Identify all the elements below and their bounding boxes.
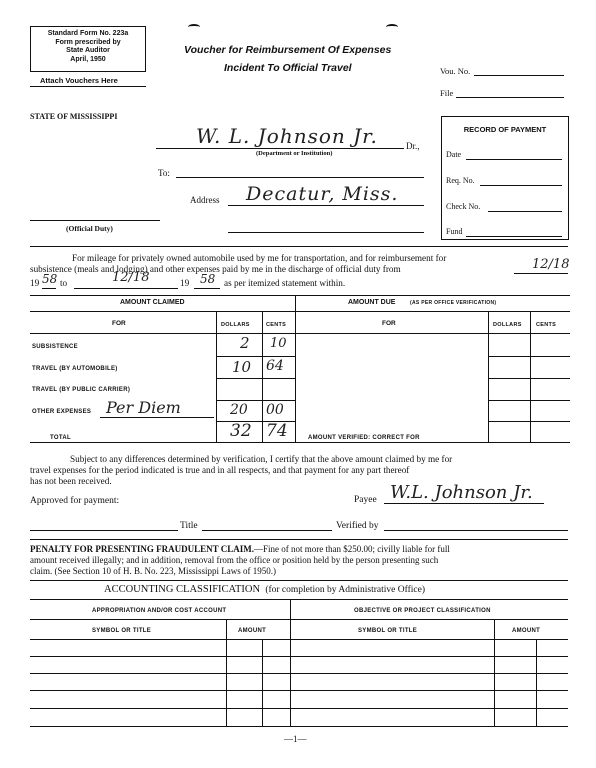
req-no-label: Req. No. [446, 176, 475, 185]
claimed-col-for: FOR [112, 320, 126, 327]
payee-signature: W.L. Johnson Jr. [390, 482, 533, 503]
standard-form-box [30, 26, 146, 72]
vou-no-field[interactable] [474, 75, 564, 76]
check-no-label: Check No. [446, 202, 481, 211]
right-col-amount: AMOUNT [512, 628, 541, 634]
row-label-other-expenses: OTHER EXPENSES [32, 409, 92, 415]
year-prefix-1: 19 [30, 278, 40, 288]
department-label: (Department or Institution) [256, 150, 333, 157]
statement-suffix: as per itemized statement within. [224, 278, 346, 288]
due-col-for: FOR [382, 320, 396, 327]
accounting-row-1[interactable] [30, 656, 568, 657]
standard-form-line4: April, 1950 [70, 55, 106, 63]
vou-no-label: Vou. No. [440, 66, 471, 76]
amount-due-note: (AS PER OFFICE VERIFICATION) [410, 300, 497, 306]
record-of-payment-box [441, 116, 569, 240]
penalty-heading: PENALTY FOR PRESENTING FRAUDULENT CLAIM. [30, 544, 254, 554]
penalty-line1: —Fine of not more than $250.00; civilly liable for full [253, 544, 450, 554]
right-col-symbol: SYMBOL OR TITLE [358, 628, 418, 634]
left-col-amount: AMOUNT [238, 628, 267, 634]
attach-vouchers-note: Attach Vouchers Here [40, 76, 118, 85]
row-label-travel-carrier: TRAVEL (BY PUBLIC CARRIER) [32, 387, 131, 393]
certification-line1: Subject to any differences determined by verification, I certify that the above amount claimed by me for [70, 454, 453, 464]
year-prefix-2: 19 [180, 278, 190, 288]
page-number: —1— [284, 734, 307, 744]
verified-by-field[interactable] [384, 530, 568, 531]
fund-field[interactable] [466, 236, 562, 237]
row-label-travel-auto: TRAVEL (BY AUTOMOBILE) [32, 366, 118, 372]
objective-heading: OBJECTIVE OR PROJECT CLASSIFICATION [354, 608, 491, 614]
payee-label: Payee [354, 495, 377, 505]
other-expenses-cents: 00 [266, 402, 284, 418]
certification-line2: travel expenses for the period indicated is true and in all respects, and that payment for any part thereof [30, 465, 410, 475]
date-label: Date [446, 150, 462, 159]
due-col-dollars: DOLLARS [493, 322, 522, 328]
form-title-line2: Incident To Official Travel [224, 62, 352, 74]
due-col-cents: CENTS [536, 322, 557, 328]
title-field[interactable] [202, 530, 332, 531]
to-label: To: [158, 168, 170, 178]
official-duty-label: (Official Duty) [66, 224, 113, 233]
year-2: 58 [200, 272, 216, 286]
form-title-line1: Voucher for Reimbursement Of Expenses [184, 44, 392, 56]
certification-line3: has not been received. [30, 476, 112, 486]
appropriation-heading: APPROPRIATION AND/OR COST ACCOUNT [92, 608, 227, 614]
subsistence-cents: 10 [270, 336, 287, 351]
travel-auto-cents: 64 [266, 358, 284, 374]
claimed-col-dollars: DOLLARS [221, 322, 250, 328]
official-duty-field[interactable] [228, 232, 424, 233]
statement-line1: For mileage for privately owned automobile used by me for transportation, and for reimbursement for [72, 253, 447, 263]
address-value: Decatur, Miss. [246, 183, 399, 205]
state-label: STATE OF MISSISSIPPI [30, 112, 118, 121]
travel-auto-dollars: 10 [232, 358, 252, 376]
from-date: 12/18 [532, 257, 570, 272]
total-cents: 74 [266, 421, 288, 441]
dr-label: Dr., [406, 141, 420, 151]
fund-label: Fund [446, 227, 463, 236]
approved-for-payment-label: Approved for payment: [30, 496, 120, 506]
subsistence-dollars: 2 [240, 334, 250, 352]
punch-mark-left [188, 24, 200, 30]
penalty-line3: claim. (See Section 10 of H. B. No. 223, Mississippi Laws of 1950.) [30, 566, 276, 576]
date-field[interactable] [466, 159, 562, 160]
accounting-row-4[interactable] [30, 708, 568, 709]
other-expenses-entry: Per Diem [106, 398, 181, 417]
to-date: 12/18 [112, 270, 150, 285]
penalty-notice [30, 544, 570, 577]
claimed-col-cents: CENTS [266, 322, 287, 328]
amount-due-heading: AMOUNT DUE [348, 299, 396, 306]
statement-line2: subsistence (meals and lodging) and other expenses paid by me in the discharge of official duty from [30, 264, 401, 274]
row-label-total: TOTAL [50, 435, 71, 441]
left-col-symbol: SYMBOL OR TITLE [92, 628, 152, 634]
check-no-field[interactable] [488, 211, 562, 212]
file-label: File [440, 88, 454, 98]
address-label: Address [190, 195, 220, 205]
standard-form-line2: Form prescribed by [55, 38, 121, 46]
req-no-field[interactable] [480, 185, 562, 186]
mileage-statement [30, 253, 570, 275]
other-expenses-dollars: 20 [230, 402, 248, 418]
year-1: 58 [42, 272, 58, 286]
verified-by-label: Verified by [336, 521, 379, 531]
accounting-heading: ACCOUNTING CLASSIFICATION (for completion by Administrative Office) [104, 584, 426, 595]
claimant-signature: W. L. Johnson Jr. [196, 124, 378, 148]
record-of-payment-heading: RECORD OF PAYMENT [463, 125, 547, 134]
title-label: Title [180, 521, 198, 531]
standard-form-line3: State Auditor [66, 47, 110, 54]
accounting-row-2[interactable] [30, 673, 568, 674]
total-dollars: 32 [230, 421, 252, 441]
file-field[interactable] [456, 97, 564, 98]
accounting-row-3[interactable] [30, 690, 568, 691]
approver-field[interactable] [30, 530, 178, 531]
to-field[interactable] [176, 177, 424, 178]
standard-form-line1: Standard Form No. 223a [47, 30, 129, 37]
to-word: to [60, 278, 68, 288]
amount-verified-label: AMOUNT VERIFIED: CORRECT FOR [308, 435, 420, 441]
punch-mark-right [386, 24, 398, 30]
row-label-subsistence: SUBSISTENCE [32, 344, 78, 350]
amount-claimed-heading: AMOUNT CLAIMED [120, 299, 185, 306]
penalty-line2: amount received illegally; and in addition, removal from the office or position held by the person presenting such [30, 555, 439, 565]
